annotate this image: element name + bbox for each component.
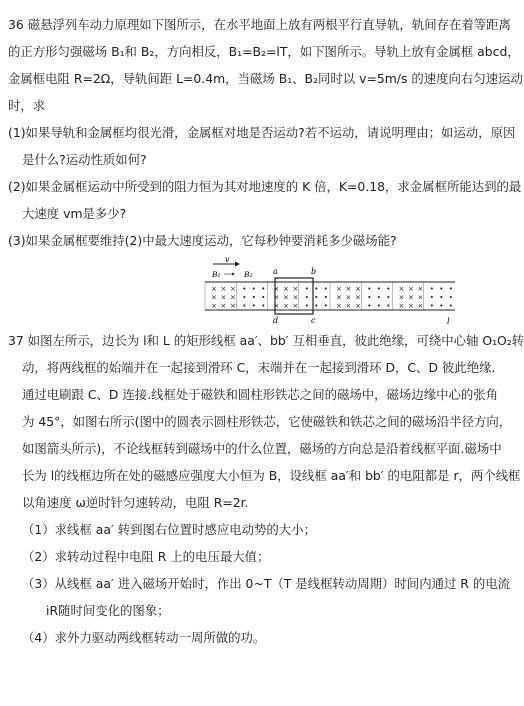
field-into-page-mark: ×	[345, 285, 352, 293]
field-out-of-page-mark: •	[439, 302, 444, 310]
field-regions	[205, 282, 453, 310]
q36-subquestion-2: (2)如果金属框运动中所受到的阻力恒为其对地速度的 K 倍，K=0.18，求金属框所能达到的最	[8, 179, 522, 194]
field-into-page-mark: ×	[336, 302, 342, 310]
field-into-page-mark: ×	[230, 285, 236, 293]
field-into-page-mark: ×	[398, 293, 405, 302]
q36-subquestion-1: (1)如果导轨和金属框均很光滑，金属框对地是否运动?若不运动，请说明理由；如运动，原因	[8, 125, 516, 140]
field-out-of-page-mark: •	[386, 293, 391, 302]
field-out-of-page-mark: •	[261, 302, 266, 310]
field-out-of-page-mark: •	[367, 285, 372, 293]
q37-line: 通过电刷跟 C、D 连接.线框处于磁铁和圆柱形铁芯之间的磁场中，磁场边缘中心的张角	[22, 387, 499, 402]
label-b1: B₁	[212, 270, 221, 279]
field-into-page-mark: ×	[355, 285, 361, 293]
q37-subquestion-3: （3）从线框 aa′ 进入磁场开始时，作出 0~T（T 是线框转动周期）时间内通过 R 的电流	[22, 576, 511, 591]
field-into-page-mark: ×	[292, 293, 299, 302]
q37-subquestion-3-cont: iR随时间变化的图象；	[46, 603, 170, 618]
field-out-of-page-mark: •	[242, 293, 247, 302]
field-out-of-page-mark: •	[304, 285, 309, 293]
field-out-of-page-mark: •	[376, 293, 381, 302]
field-into-page-mark: ×	[336, 293, 342, 302]
field-out-of-page-mark: •	[386, 285, 391, 293]
label-a: a	[273, 267, 278, 276]
field-into-page-mark: ×	[220, 293, 227, 302]
field-into-page-mark: ×	[283, 302, 289, 310]
field-into-page-mark: ×	[408, 293, 414, 302]
field-into-page-mark: ×	[417, 302, 424, 310]
field-into-page-mark: ×	[220, 302, 227, 310]
field-into-page-mark: ×	[345, 293, 352, 302]
q37-line: 37 如图左所示，边长为 l和 L 的矩形线框 aa′、bb′ 互相垂直，彼此绝缘，可绕中心轴 O₁O₂转	[8, 333, 524, 348]
label-l: l	[447, 317, 450, 326]
field-into-page-mark: ×	[336, 285, 342, 293]
maglev-field-figure	[205, 255, 455, 326]
field-out-of-page-mark: •	[242, 285, 247, 293]
q36-line: 时，求	[8, 98, 46, 113]
q36-line: 的正方形匀强磁场 B₁和 B₂，方向相反，B₁=B₂=lT，如下图所示。导轨上放有金属框 abcd，	[8, 44, 520, 59]
field-out-of-page-mark: •	[429, 293, 434, 302]
b1-arrow-head	[232, 273, 235, 276]
field-out-of-page-mark: •	[314, 293, 319, 302]
q37-line: 为 45°，如图右所示(图中的圆表示圆柱形铁芯，它使磁铁和铁芯之间的磁场沿半径方向，	[22, 414, 512, 429]
velocity-arrow-head	[235, 262, 240, 267]
q37-line: 如图箭头所示)，不论线框转到磁场中的什么位置，磁场的方向总是沿着线框平面.磁场中	[22, 441, 502, 456]
field-into-page-mark: ×	[211, 293, 217, 302]
field-into-page-mark: ×	[398, 285, 405, 293]
field-out-of-page-mark: •	[242, 302, 247, 310]
field-into-page-mark: ×	[273, 285, 280, 293]
q37-line: 长为 l的线框边所在处的磁感应强度大小恒为 B，设线框 aa′和 bb′ 的电阻都是 r，两个线框	[22, 468, 521, 483]
field-into-page-mark: ×	[292, 285, 299, 293]
field-out-of-page-mark: •	[323, 293, 328, 302]
field-into-page-mark: ×	[230, 302, 236, 310]
q36-line: 36 磁悬浮列车动力原理如下图所示，在水平地面上放有两根平行直导轨，轨间存在着等距离	[8, 17, 511, 32]
q37-line: 动，将两线框的始端并在一起接到滑环 C，末端并在一起接到滑环 D，C、D 彼此绝缘.	[22, 360, 496, 375]
field-into-page-mark: ×	[283, 285, 289, 293]
field-out-of-page-mark: •	[251, 293, 256, 302]
q36-subquestion-3: (3)如果金属框要维持(2)中最大速度运动，它每秒钟要消耗多少磁场能?	[8, 233, 397, 248]
field-out-of-page-mark: •	[251, 285, 256, 293]
q36-line: 金属框电阻 R=2Ω，导轨间距 L=0.4m，当磁场 B₁、B₂同时以 v=5m/s 的速度向右匀速运动	[8, 71, 523, 86]
field-into-page-mark: ×	[273, 293, 280, 302]
field-into-page-mark: ×	[230, 293, 236, 302]
field-into-page-mark: ×	[408, 285, 414, 293]
field-into-page-mark: ×	[283, 293, 289, 302]
field-into-page-mark: ×	[417, 285, 424, 293]
field-into-page-mark: ×	[292, 302, 299, 310]
q37-line: 以角速度 ω逆时针匀速转动，电阻 R=2r.	[22, 495, 249, 510]
field-out-of-page-mark: •	[323, 285, 328, 293]
field-out-of-page-mark: •	[448, 302, 453, 310]
field-out-of-page-mark: •	[251, 302, 256, 310]
field-out-of-page-mark: •	[314, 285, 319, 293]
field-out-of-page-mark: •	[261, 285, 266, 293]
field-into-page-mark: ×	[408, 302, 414, 310]
field-out-of-page-mark: •	[376, 285, 381, 293]
field-into-page-mark: ×	[355, 302, 361, 310]
field-out-of-page-mark: •	[386, 302, 391, 310]
field-out-of-page-mark: •	[439, 293, 444, 302]
field-out-of-page-mark: •	[304, 293, 309, 302]
label-v: v	[225, 255, 230, 264]
label-b: b	[311, 267, 317, 276]
field-out-of-page-mark: •	[429, 285, 434, 293]
label-b2: B₂	[244, 270, 253, 279]
field-out-of-page-mark: •	[367, 293, 372, 302]
field-out-of-page-mark: •	[261, 293, 266, 302]
field-into-page-mark: ×	[211, 302, 217, 310]
q36-subquestion-2-cont: 大速度 vm是多少?	[22, 206, 127, 221]
field-out-of-page-mark: •	[314, 302, 319, 310]
field-out-of-page-mark: •	[323, 302, 328, 310]
label-d: d	[273, 316, 279, 325]
field-out-of-page-mark: •	[304, 302, 309, 310]
field-into-page-mark: ×	[398, 302, 405, 310]
field-out-of-page-mark: •	[448, 285, 453, 293]
label-c: c	[311, 316, 316, 325]
q37-subquestion-4: （4）求外力驱动两线框转动一周所做的功。	[22, 630, 266, 645]
field-out-of-page-mark: •	[429, 302, 434, 310]
field-out-of-page-mark: •	[367, 302, 372, 310]
field-into-page-mark: ×	[345, 302, 352, 310]
field-into-page-mark: ×	[417, 293, 424, 302]
field-out-of-page-mark: •	[439, 285, 444, 293]
field-out-of-page-mark: •	[376, 302, 381, 310]
q36-subquestion-1-cont: 是什么?运动性质如何?	[22, 152, 147, 167]
field-into-page-mark: ×	[355, 293, 361, 302]
field-into-page-mark: ×	[220, 285, 227, 293]
field-out-of-page-mark: •	[448, 293, 453, 302]
q37-subquestion-2: （2）求转动过程中电阻 R 上的电压最大值；	[22, 549, 270, 564]
q37-subquestion-1: （1）求线框 aa′ 转到图右位置时感应电动势的大小；	[22, 522, 316, 537]
field-into-page-mark: ×	[273, 302, 280, 310]
field-into-page-mark: ×	[211, 285, 217, 293]
